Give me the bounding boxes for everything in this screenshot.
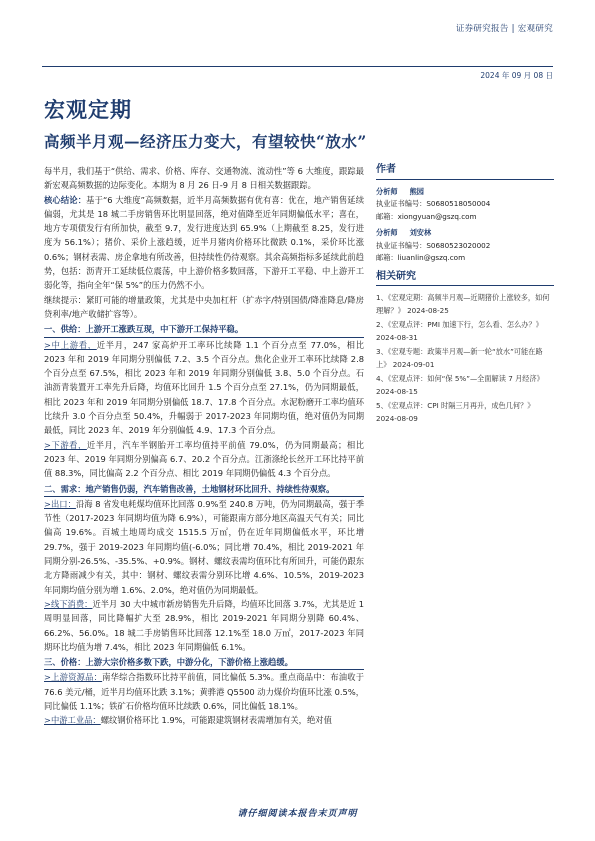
related-item-date: 2024-08-15 xyxy=(376,386,418,396)
author-card xyxy=(376,227,554,265)
related-item-date: 2024-08-31 xyxy=(376,332,418,342)
subheading: >线下消费： xyxy=(44,598,93,609)
author-name-row xyxy=(376,227,554,240)
related-item-title: 5、《宏观点评：CPI 时隔三月再升，成色几何？》 xyxy=(376,401,535,410)
related-item-title: 4、《宏观点评：如何“保 5%”—全面解读 7 月经济》 xyxy=(376,374,544,383)
authors-heading: 作者 xyxy=(376,164,554,180)
subheading: >中游工业品： xyxy=(44,715,101,726)
section-paragraph xyxy=(44,438,364,481)
section-paragraph xyxy=(44,670,364,713)
section-heading-demand: 二、需求：地产销售仍弱，汽车销售改善，土地钢材环比回升、持续性待观察。 xyxy=(44,482,364,497)
core-conclusion xyxy=(44,193,364,293)
paragraph-text: 近半月，汽车半钢胎开工率均值持平前值 79.0%，仍为同期最高；相比 2023 年、2019 年同期分别偏高 6.7、20.2 个百分点。江浙涤纶长丝开工环比持平前值 88.3%，同比偏高 2.2 个百分点、相比 2019 年同期仍偏低 4.3 个百分点。 xyxy=(44,439,365,479)
report-title: 高频半月观—经济压力变大，有望较快“放水” xyxy=(44,132,367,151)
author-role: 分析师 xyxy=(376,228,398,237)
report-date: 2024 年 09 月 08 日 xyxy=(480,71,553,80)
related-item-date: 2024-08-09 xyxy=(376,413,418,423)
header-report-type xyxy=(456,22,553,34)
core-text-1: 基于“6 大维度”高频数据，近半月高频数据有优有喜：优在，地产销售延续偏弱，尤其是 18 城二手房销售环比明显回落，绝对值降至近年同期偏低水平；喜在，地方专项债发行有所加快，截至 9.7，发行进度达到 65.9%（上期截至 8.25，发行进度为 56.1%）；猪价、采价上涨趋缓，近半月猪肉价格环比微跌 0.1%，采价环比涨 0.6%；钢材表需、房企拿地有所改善，但持续性仍待观察。其余高频指标多延续此前趋势，包括：沥青开工延续低位震荡，中上游价格多数回落，下游开工平稳、中上游开工弱化等，指向全年“保 5%”的压力仍然不小。 xyxy=(44,194,364,291)
related-item[interactable] xyxy=(376,292,554,317)
related-item-date: 2024-09-01 xyxy=(392,359,435,369)
related-item[interactable] xyxy=(376,373,554,398)
core-label: 核心结论： xyxy=(44,194,87,205)
related-item-date: 2024-08-25 xyxy=(407,305,449,315)
main-content xyxy=(44,164,364,728)
section-heading-supply: 一、供给：上游开工涨跌互现，中下游开工保持平稳。 xyxy=(44,322,364,337)
author-name: 刘安林 xyxy=(409,228,432,237)
paragraph-text: 沿海 8 省发电耗煤均值环比回落 0.9%至 240.8 万吨，仍为同期最高，强于季节性（2017-2023 年同期均值为降 6.9%），可能跟南方部分地区高温天气有关；同比偏高 19.6%。百城土地周均成交 1515.5 万㎡，仍在近年同期偏低水平，环比增 29.7%，强于 2019-2023 年同期均值(-6.0%；同比增 70.4%，相比 2019-2021 年同期分别-26.5%、-35.5%、+0.9%。钢材、螺纹表需均值环比有所回升，可能仍跟东北方降雨减少有关，其中：钢材、螺纹表需分别环比增 4.6%、10.5%，2019-2023 年同期均值分别为增 1.6%、2.0%，绝对值仍为同期最低。 xyxy=(44,498,364,595)
author-email[interactable]: 邮箱：liuanlin@gszq.com xyxy=(376,253,466,262)
section-heading-price: 三、价格：上游大宗价格多数下跌，中游分化，下游价格上涨趋缓。 xyxy=(44,655,364,670)
author-email[interactable]: 邮箱：xiongyuan@gszq.com xyxy=(376,211,477,221)
subheading: >上游资源品： xyxy=(44,672,103,683)
author-name-row xyxy=(376,186,554,199)
subheading: >中上游看， xyxy=(44,339,97,350)
intro-paragraph: 每半月，我们基于“供给、需求、价格、库存、交通物流、流动性”等 6 大维度，跟踪最新宏观高频数据的边际变化。本期为 8 月 26 日-9 月 8 日相关数据跟踪。 xyxy=(44,166,364,191)
related-research-list xyxy=(376,292,554,425)
related-item-title: 2、《宏观点评：PMI 加速下行，怎么看、怎么办？》 xyxy=(376,320,543,329)
header-divider xyxy=(42,66,553,67)
paragraph-text: 近半月 30 大中城市新房销售先升后降，均值环比回落 3.7%，尤其是近 1 周明显回落，同比降幅扩大至 28.9%，相比 2019-2021 年同期分别降 60.4%、66.2%、56.0%。18 城二手房销售环比回落 12.1%至 18.0 万㎡，2017-2023 年同期环比均值为增 7.4%，相比 2023 年同期偏低 6.1%。 xyxy=(44,598,365,652)
author-card xyxy=(376,186,554,224)
author-license: 执业证书编号：S0680518050004 xyxy=(376,199,491,208)
sidebar xyxy=(376,164,554,427)
related-heading: 相关研究 xyxy=(376,271,554,287)
author-license: 执业证书编号：S0680523020002 xyxy=(376,240,491,250)
paragraph-text: 螺纹钢价格环比 1.9%，可能跟建筑钢材表需增加有关，绝对值 xyxy=(100,715,332,726)
section-paragraph xyxy=(44,597,364,654)
related-item[interactable] xyxy=(376,400,554,425)
section-paragraph xyxy=(44,497,364,597)
report-type-label: 证券研究报告 | 宏观研究 xyxy=(455,24,553,34)
paragraph-text: 近半月，247 家高炉开工率环比续降 1.1 个百分点至 77.0%，相比 2023 年和 2019 年同期分别偏低 7.2、3.5 个百分点。焦化企业开工率环比续降 2.8 个百分点至 67.5%，相比 2023 年和 2019 年同期分别偏低 3.8、5.0 个百分点。石油沥青装置开工率先升后降，均值环比回升 1.5 个百分点至 27.1%，仍为同期最低，相比 2023 年和 2019 年同期分别偏低 18.7、17.8 个百分点。水泥粉磨开工率均值环比续升 3.0 个百分点至 50.4%，升幅弱于 2017-2023 年同期均值，绝对值仍为同期最低，同比 2023 年、2019 年分别偏低 4.9、17.3 个百分点。 xyxy=(44,339,364,436)
author-name: 熊园 xyxy=(409,186,424,196)
related-item[interactable] xyxy=(376,346,554,371)
author-role: 分析师 xyxy=(376,186,398,196)
subheading: >出口： xyxy=(44,498,76,509)
related-item[interactable] xyxy=(376,319,554,344)
report-category: 宏观定期 xyxy=(44,97,132,122)
subheading: >下游看， xyxy=(44,439,87,450)
related-item-title: 1、《宏观定期：高频半月观—近期猪价上涨较多，如何理解？》 xyxy=(376,293,550,315)
paragraph-text: 南华综合指数环比持平前值，同比偏低 5.3%。重点商品中：布油收于 76.6 美元/桶，近半月均值环比跌 3.1%；黄骅港 Q5500 动力煤价均值环比涨 0.5%，同比偏低 1.1%；铁矿石价格均值环比续跌 0.6%，同比偏低 18.1%。 xyxy=(44,672,364,711)
core-reminder: 继续提示：紧盯可能的增量政策，尤其是中央加杠杆（扩赤字/特别国债/降准降息/降房贷利率/地产收储扩容等）。 xyxy=(44,294,364,319)
related-item-title: 3、《宏观专题：政策半月观—新一轮“放水”可能在路上》 xyxy=(376,347,543,369)
section-paragraph xyxy=(44,713,364,727)
section-paragraph xyxy=(44,338,364,438)
footer-disclaimer: 请仔细阅读本报告末页声明 xyxy=(237,809,358,819)
